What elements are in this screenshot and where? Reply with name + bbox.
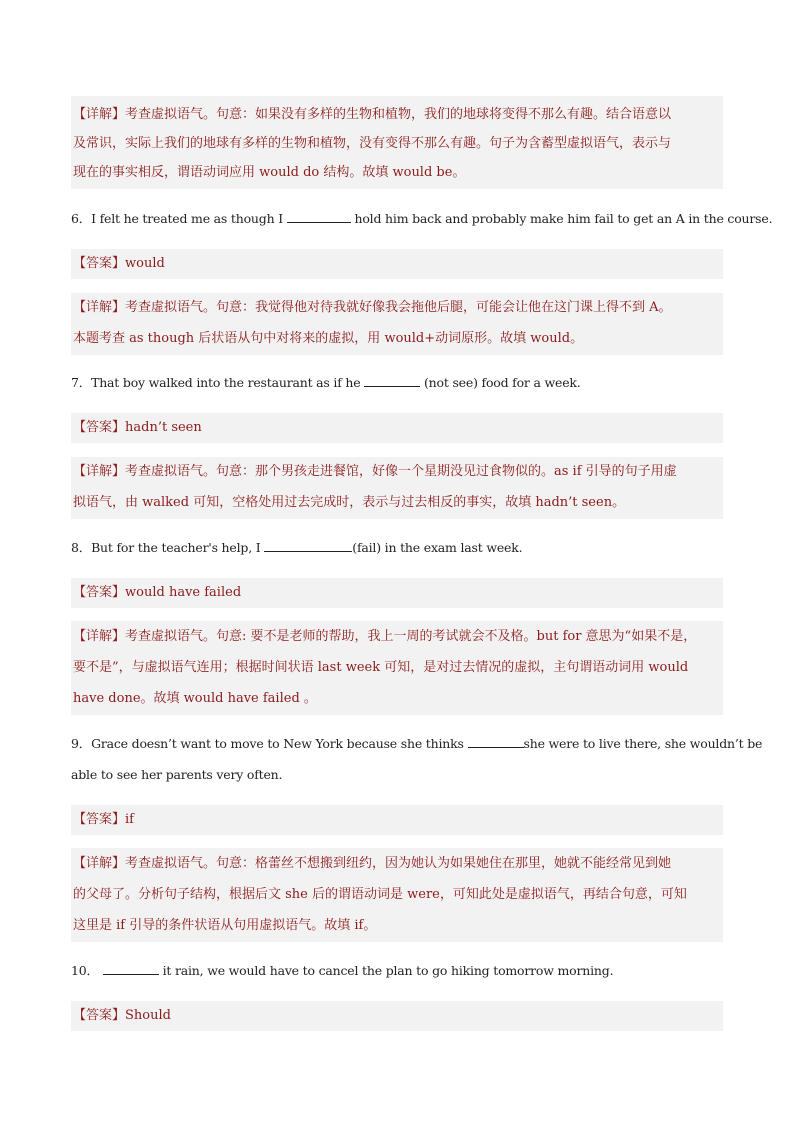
detail-box	[71, 457, 723, 519]
answer-box	[71, 805, 723, 835]
question-number: 8．	[71, 540, 92, 555]
answer-box	[71, 413, 723, 443]
answer-label: 【答案】	[73, 1008, 126, 1023]
detail-line: 的父母了。分析句子结构，根据后文 she 后的谓语动词是 were，可知此处是虚拟语气，再结合句意，可知	[73, 887, 687, 902]
question-9-line-2	[71, 765, 282, 785]
question-text: I felt he treated me as though I	[91, 211, 287, 226]
answer-line	[73, 583, 241, 603]
answer-box	[71, 578, 723, 608]
detail-line: 拟语气，由 walked 可知，空格处用过去完成时，表示与过去相反的事实，故填 hadn’t seen。	[73, 495, 626, 510]
answer-text: would have failed	[125, 585, 242, 600]
question-number: 7．	[71, 375, 92, 390]
detail-line: 【详解】考查虚拟语气。句意：如果没有多样的生物和植物，我们的地球将变得不那么有趣。结合语意以	[73, 107, 672, 122]
question-text: hold him back and probably make him fail to get an A in the course.	[350, 211, 773, 226]
question-6	[71, 209, 772, 229]
question-text: But for the teacher's help, I	[91, 540, 265, 555]
answer-line	[73, 418, 202, 438]
detail-line: 本题考查 as though 后状语从句中对将来的虚拟，用 would+动词原形。故填 would。	[73, 331, 584, 346]
answer-blank	[468, 734, 524, 748]
answer-label: 【答案】	[73, 256, 126, 271]
detail-line: 【详解】考查虚拟语气。句意：我觉得他对待我就好像我会拖他后腿，可能会让他在这门课上得不到 A。	[73, 300, 672, 315]
answer-line	[73, 1006, 171, 1026]
detail-line: have done。故填 would have failed 。	[73, 691, 317, 706]
answer-text: would	[125, 256, 165, 271]
question-number: 6．	[71, 211, 92, 226]
answer-blank	[287, 209, 351, 223]
detail-line: 【详解】考查虚拟语气。句意：格蕾丝不想搬到纽约，因为她认为如果她住在那里，她就不能经常见到她	[73, 856, 672, 871]
detail-line: 现在的事实相反，谓语动词应用 would do 结构。故填 would be。	[73, 165, 466, 180]
detail-line: 【详解】考查虚拟语气。句意: 要不是老师的帮助，我上一周的考试就会不及格。but for 意思为“如果不是，	[73, 629, 697, 644]
answer-box	[71, 1001, 723, 1031]
question-text: (not see) food for a week.	[420, 375, 581, 390]
answer-blank	[103, 961, 159, 975]
answer-box	[71, 249, 723, 279]
answer-line	[73, 254, 165, 274]
question-number: 9．	[71, 736, 92, 751]
question-text: it rain, we would have to cancel the plan to go hiking tomorrow morning.	[158, 963, 614, 978]
question-number: 10．	[71, 963, 99, 978]
question-text: (fail) in the exam last week.	[352, 540, 523, 555]
question-10	[71, 961, 613, 981]
answer-blank	[264, 538, 352, 552]
question-text: Grace doesn’t want to move to New York because she thinks	[91, 736, 468, 751]
question-text: able to see her parents very often.	[71, 767, 283, 782]
answer-label: 【答案】	[73, 420, 126, 435]
detail-line: 及常识，实际上我们的地球有多样的生物和植物，没有变得不那么有趣。句子为含蓄型虚拟语气，表示与	[73, 136, 672, 151]
answer-line	[73, 810, 134, 830]
detail-box	[71, 848, 723, 942]
question-9	[71, 734, 762, 754]
detail-box	[71, 293, 723, 355]
detail-line: 要不是”，与虚拟语气连用；根据时间状语 last week 可知，是对过去情况的虚拟，主句谓语动词用 would	[73, 660, 689, 675]
answer-label: 【答案】	[73, 812, 126, 827]
detail-box	[71, 621, 723, 715]
answer-text: Should	[125, 1008, 171, 1023]
answer-label: 【答案】	[73, 585, 126, 600]
question-7	[71, 373, 581, 393]
answer-text: if	[125, 812, 134, 827]
detail-box	[71, 96, 723, 189]
answer-text: hadn’t seen	[125, 420, 202, 435]
detail-line: 这里是 if 引导的条件状语从句用虚拟语气。故填 if。	[73, 918, 377, 933]
detail-line: 【详解】考查虚拟语气。句意：那个男孩走进餐馆，好像一个星期没见过食物似的。as if 引导的句子用虚	[73, 464, 677, 479]
question-text: That boy walked into the restaurant as if he	[91, 375, 365, 390]
question-8	[71, 538, 522, 558]
question-text: she were to live there, she wouldn’t be	[523, 736, 763, 751]
answer-blank	[364, 373, 420, 387]
